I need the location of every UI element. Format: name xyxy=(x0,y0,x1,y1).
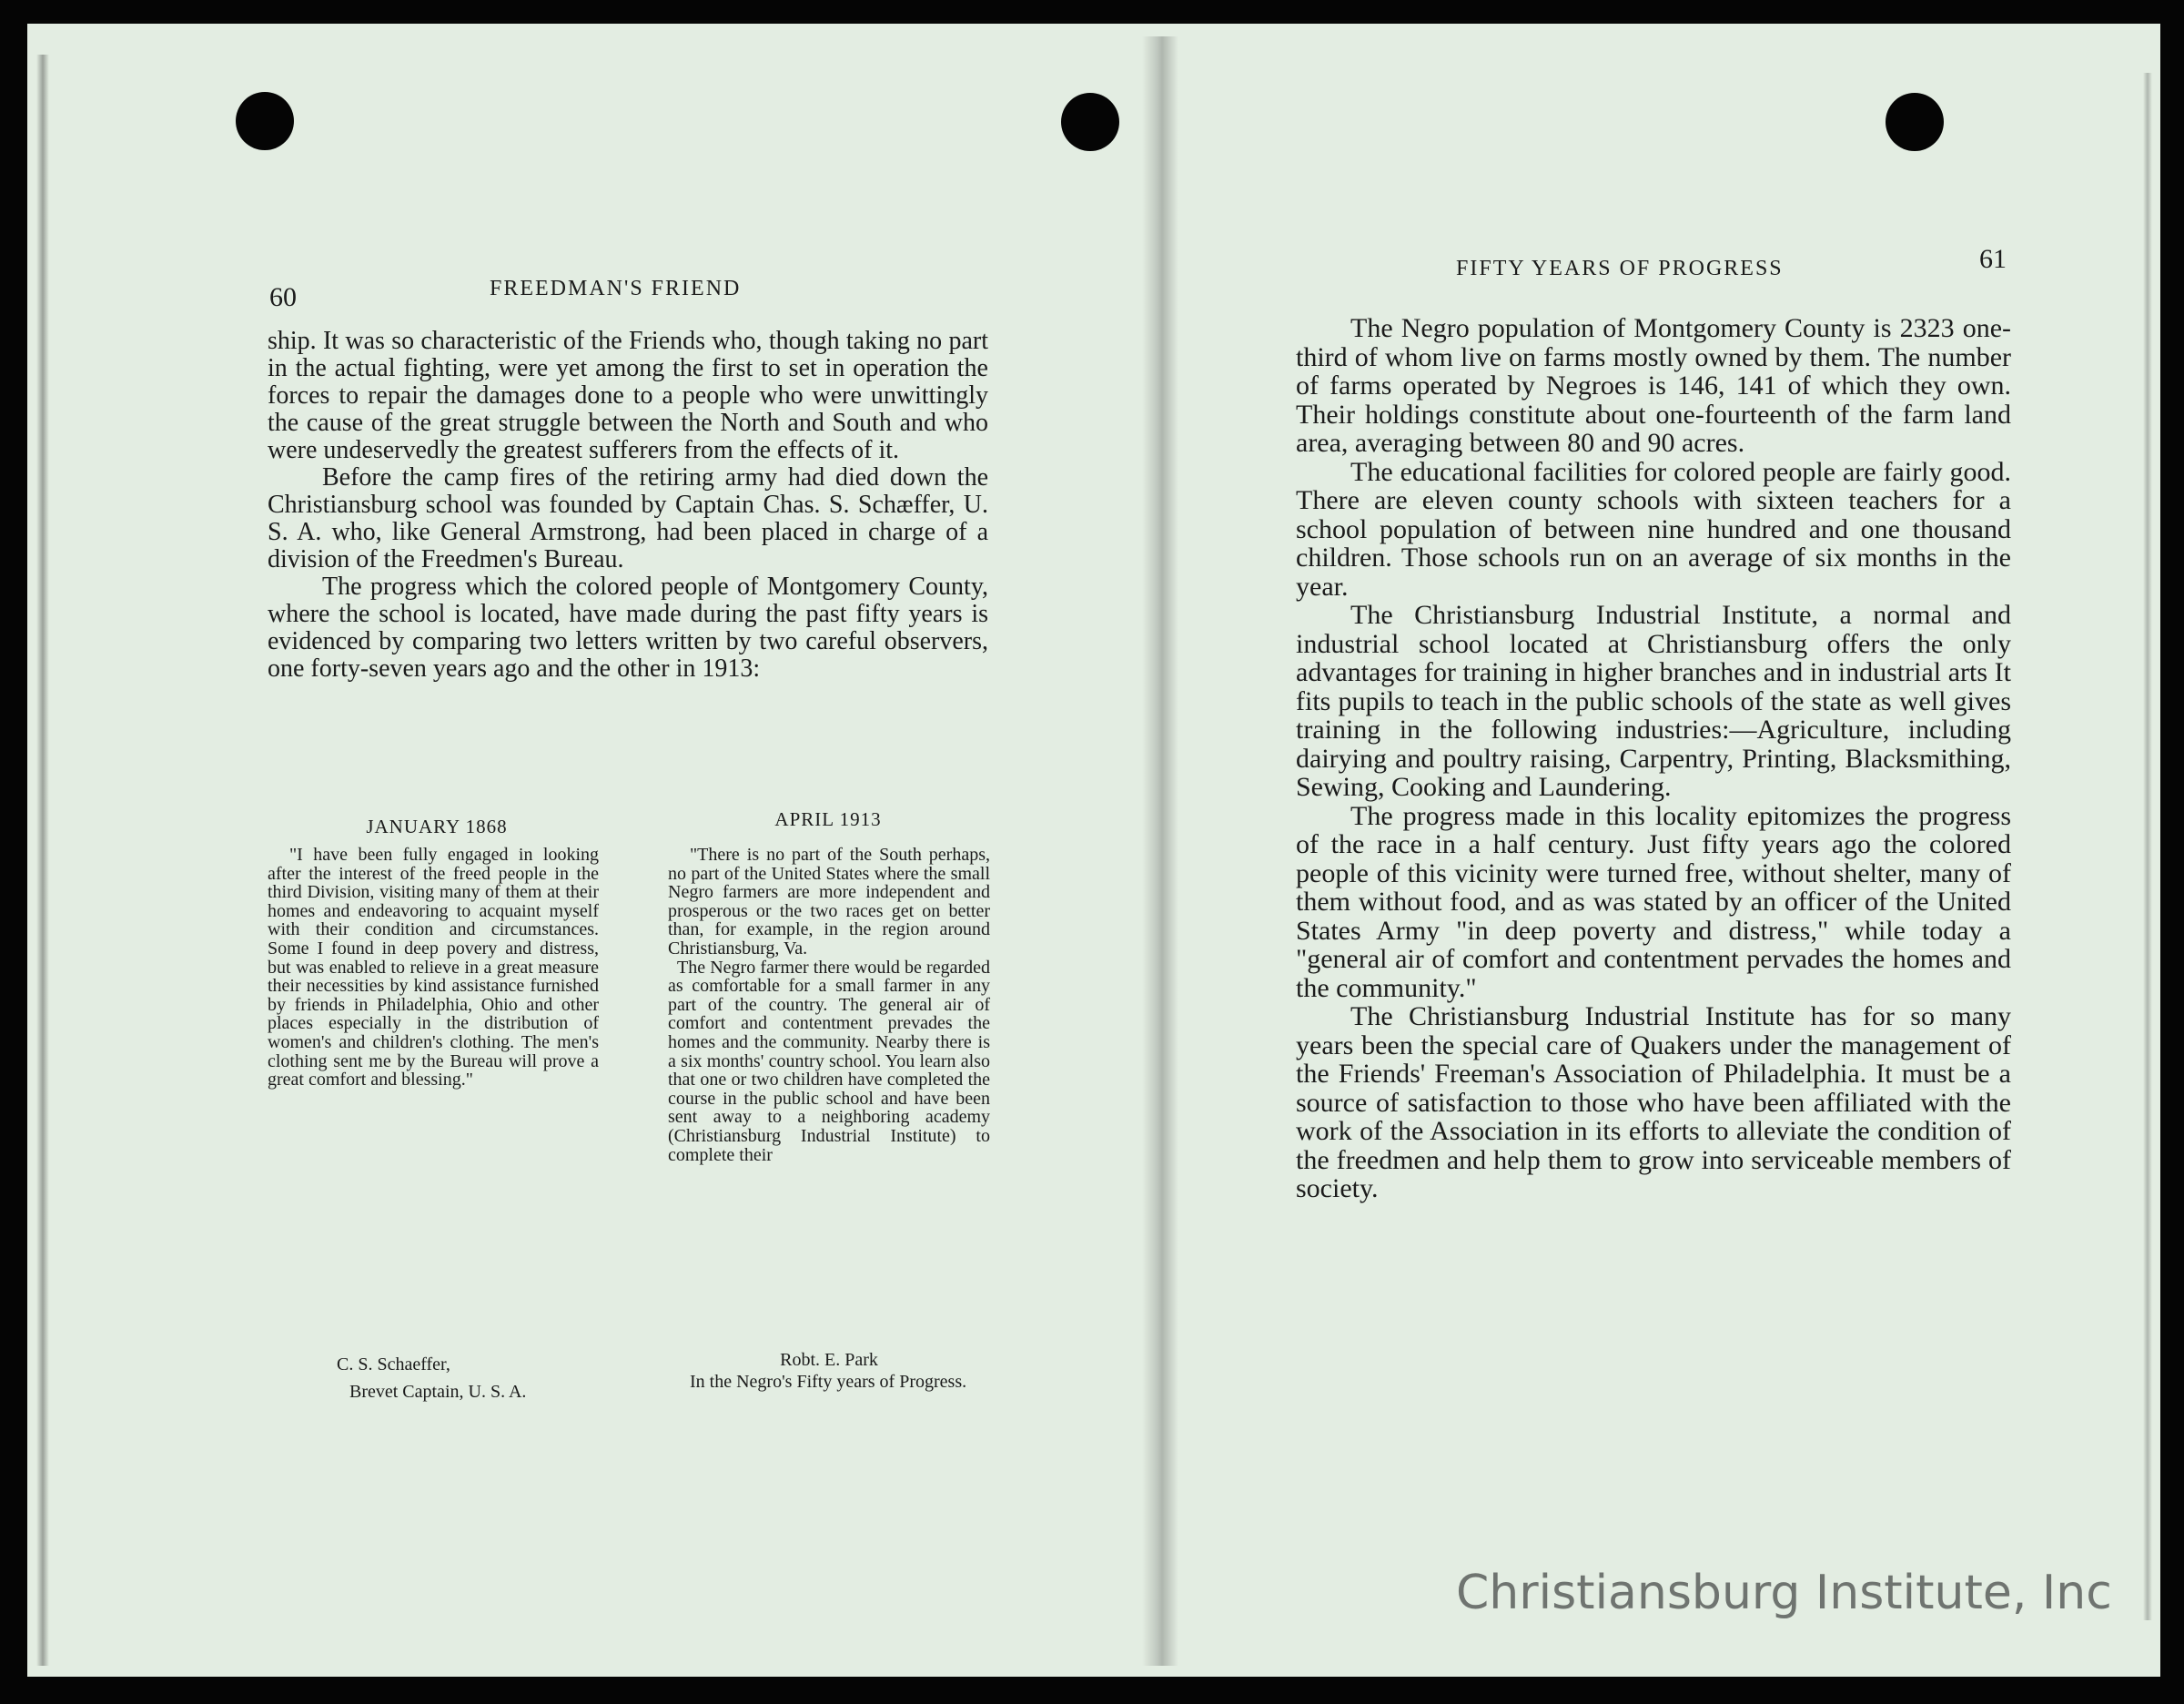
left-body-text xyxy=(268,328,988,683)
right-body-text xyxy=(1296,314,2011,1203)
letter-1868-signature-name: C. S. Schaeffer, xyxy=(337,1354,450,1374)
letter-1913-heading: APRIL 1913 xyxy=(774,808,882,830)
letter-1868-heading: JANUARY 1868 xyxy=(366,816,508,837)
letter-1913-signature-name: Robt. E. Park xyxy=(780,1350,878,1370)
left-edge-shadow xyxy=(36,55,49,1666)
letter-1913-paragraph-1: "There is no part of the South perhaps, no part of the United States where the small Negro farmers are more independent and prosperous or the two races get on better than, for example, in the region around Christiansburg, Va. xyxy=(668,845,990,958)
punch-hole-center xyxy=(1061,93,1119,151)
right-running-head: FIFTY YEARS OF PROGRESS xyxy=(1456,257,1784,280)
center-fold-shadow xyxy=(1142,36,1178,1666)
punch-hole-right xyxy=(1886,93,1944,151)
left-paragraph-3: The progress which the colored people of Montgomery County, where the school is located, have made during the past fifty years is evidenced by comparing two letters written by two careful observers, one forty-seven years ago and the other in 1913: xyxy=(268,573,988,683)
letter-1913-signature-source: In the Negro's Fifty years of Progress. xyxy=(690,1372,967,1392)
right-paragraph-5: The Christiansburg Industrial Institute has for so many years been the special care of Quakers under the management of the Friends' Freeman's Association of Philadelphia. It must be a source of satisfaction to those who have been affiliated with the work of the Association in its efforts to alleviate the condition of the freedmen and help them to grow into serviceable members of society. xyxy=(1296,1001,2011,1203)
letter-1913-text xyxy=(668,846,990,1164)
letter-1868-text xyxy=(268,846,599,1090)
letter-1913-paragraph-2: The Negro farmer there would be regarded as comfortable for a small farmer in any part of the country. The general air of comfort and contentment prevades the homes and the community. Nearby there is a six months' country school. You learn also that one or two children have completed the course in the public school and have been sent away to a neighboring academy (Christiansburg Industrial Institute) to complete their xyxy=(668,957,990,1165)
right-page-number: 61 xyxy=(1979,244,2007,274)
letter-1868-signature-title: Brevet Captain, U. S. A. xyxy=(349,1382,527,1402)
right-edge-shadow xyxy=(2143,73,2152,1620)
punch-hole-left xyxy=(236,92,294,150)
left-running-head: FREEDMAN'S FRIEND xyxy=(490,277,742,300)
right-paragraph-1: The Negro population of Montgomery County is 2323 one-third of whom live on farms mostly owned by them. The number of farms operated by Negroes is 146, 141 of which they own. Their holdings constitute about one-fourteenth of the farm land area, averaging between 80 and 90 acres. xyxy=(1296,313,2011,458)
right-paragraph-4: The progress made in this locality epitomizes the progress of the race in a half century. Just fifty years ago the colored people of this vicinity were turned free, without shelter, many of them without food, and as was stated by an officer of the United States Army "in deep poverty and distress," while today a "general air of comfort and contentment pervades the homes and the community." xyxy=(1296,800,2011,1003)
letter-1868-signature xyxy=(337,1354,526,1403)
left-paragraph-1: ship. It was so characteristic of the Friends who, though taking no part in the actual fighting, were yet among the first to set in operation the forces to repair the damages done to a people who were unwittingly the cause of the great struggle between the North and South and who were undeservedly the greatest sufferers from the effects of it. xyxy=(268,327,988,464)
letter-1868-body: "I have been fully engaged in looking after the interest of the freed people in the third Division, visiting many of them at their homes and endeavoring to acquaint myself with their condition and circumstances. Some I found in deep povery and distress, but was enabled to relieve in a great measure their necessities by kind assistance furnished by friends in Philadelphia, Ohio and other places especially in the distribution of women's and children's clothing. The men's clothing sent me by the Bureau will prove a great comfort and blessing." xyxy=(268,845,599,1090)
left-paragraph-2: Before the camp fires of the retiring army had died down the Christiansburg school was founded by Captain Chas. S. Schæffer, U. S. A. who, like General Armstrong, had been placed in charge of a division of the Freedmen's Bureau. xyxy=(268,463,988,573)
right-paragraph-2: The educational facilities for colored people are fairly good. There are eleven county schools with sixteen teachers for a school population of between nine hundred and one thousand children. Those schools run on an average of six months in the year. xyxy=(1296,456,2011,602)
right-paragraph-3: The Christiansburg Industrial Institute, a normal and industrial school located at Christiansburg offers the only advantages for training in higher branches and in industrial arts It fits pupils to teach in the public schools of the state as well gives training in the following industries:—Agriculture, including dairying and poultry raising, Carpentry, Printing, Blacksmithing, Sewing, Cooking and Laundering. xyxy=(1296,600,2011,802)
left-page-number: 60 xyxy=(269,282,297,312)
letter-1913-signature xyxy=(668,1349,990,1393)
watermark: Christiansburg Institute, Inc xyxy=(1456,1566,2112,1620)
